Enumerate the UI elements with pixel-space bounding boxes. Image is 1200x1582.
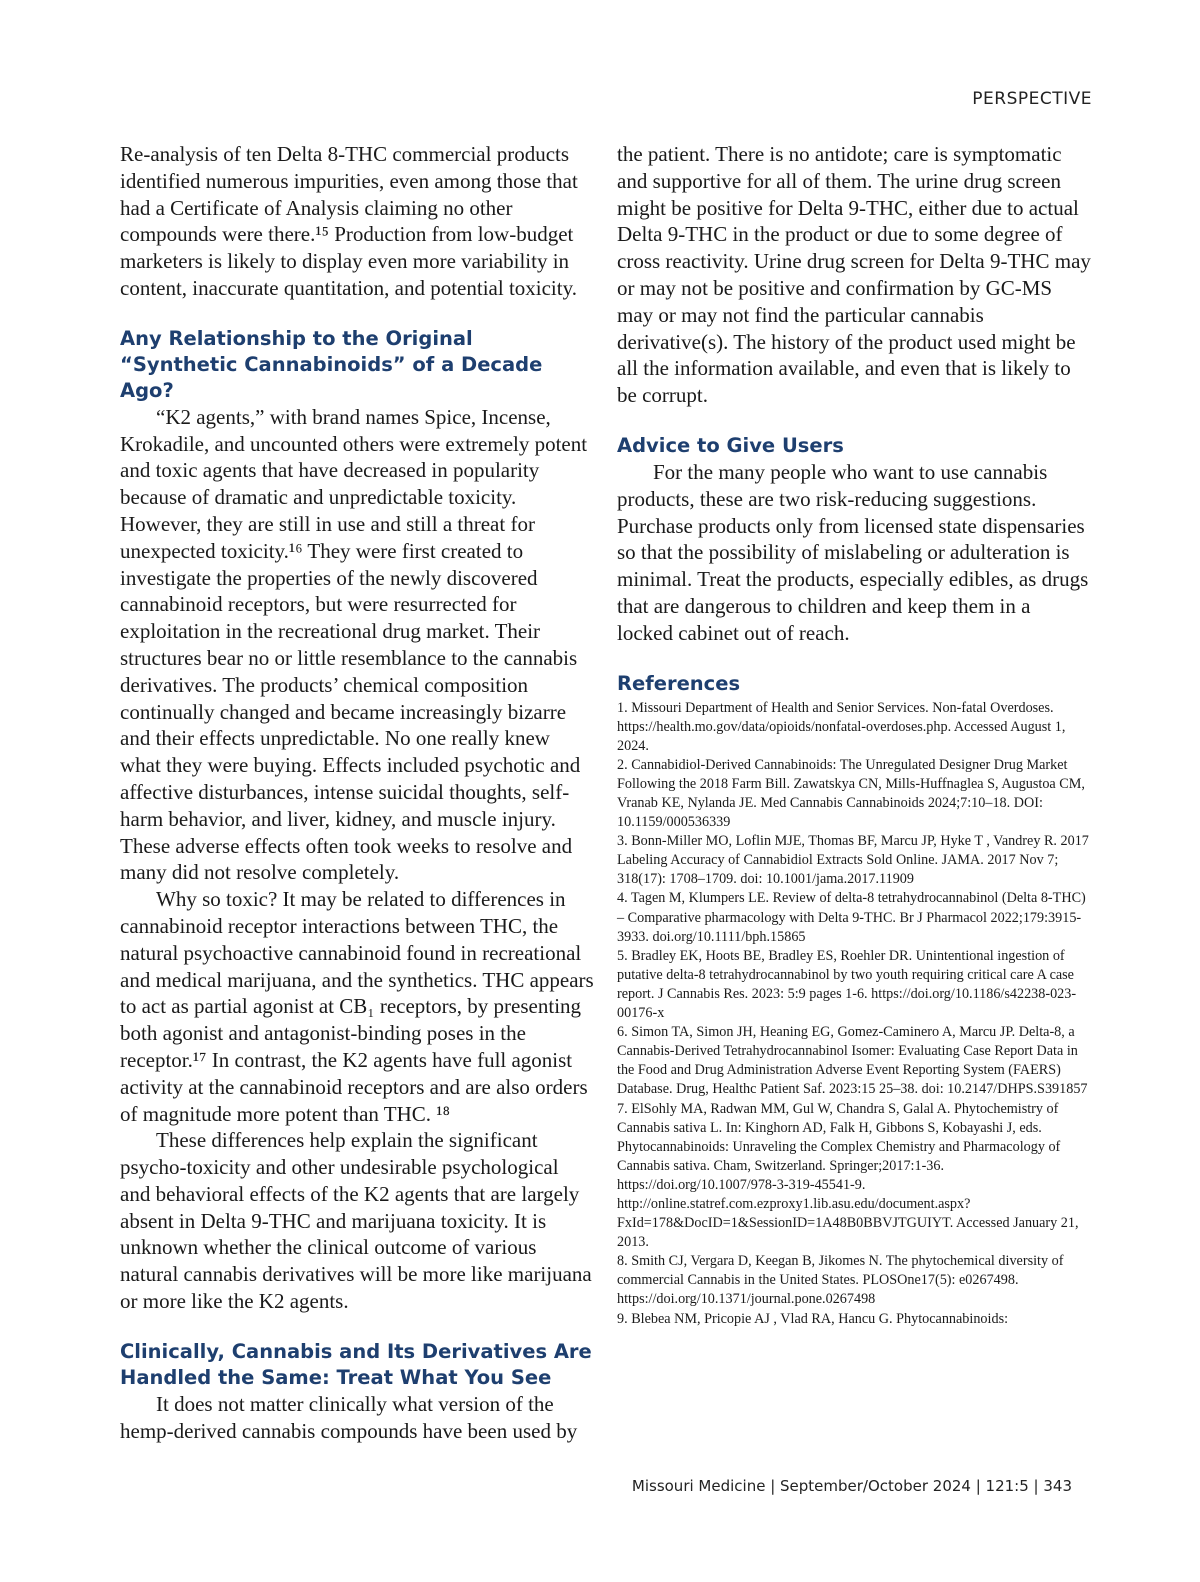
reference-item: 5. Bradley EK, Hoots BE, Bradley ES, Roehler DR. Unintentional ingestion of putative delta-8 tetrahydrocannabinol by two youth requiring critical care A case report. J Cannabis Res. 2023: 5:9 pages 1-6. https://doi.org/10.1186/s42238-023-00176-x — [617, 947, 1077, 1022]
reference-item: 8. Smith CJ, Vergara D, Keegan B, Jikomes N. The phytochemical diversity of commercial Cannabis in the United States. PLOSOne17(5): e0267498. https://doi.org/10.1371/journal.pone.0267498 — [617, 1253, 1064, 1308]
paragraph: These differences help explain the significant psycho-toxicity and other undesirable psychological and behavioral effects of the K2 agents that are largely absent in Delta 9-THC and marijuana toxicity. It is unknown whether the clinical outcome of various natural cannabis derivatives will be more like marijuana or more like the K2 agents. — [120, 1128, 592, 1314]
reference-item: 1. Missouri Department of Health and Senior Services. Non-fatal Overdoses. https://health.mo.gov/data/opioids/nonfatal-overdoses.php. Accessed August 1, 2024. — [617, 699, 1066, 754]
page-footer: Missouri Medicine | September/October 2024 | 121:5 | 343 — [631, 1477, 1072, 1495]
section-heading: Clinically, Cannabis and Its Derivatives Are Handled the Same: Treat What You See — [120, 1339, 592, 1389]
paragraph: It does not matter clinically what version of the hemp-derived cannabis compounds have been used by — [120, 1391, 578, 1443]
reference-item: 4. Tagen M, Klumpers LE. Review of delta-8 tetrahydrocannabinol (Delta 8-THC) – Comparative pharmacology with Delta 9-THC. Br J Pharmacol 2022;179:3915-3933. doi.org/10.1111/bph.15865 — [617, 890, 1086, 945]
reference-item: 6. Simon TA, Simon JH, Heaning EG, Gomez-Caminero A, Marcu JP. Delta-8, a Cannabis-Derived Tetrahydrocannabinol Isomer: Evaluating Case Report Data in the Food and Drug Administration Adverse Event Reporting System (FAERS) Database. Drug, Healthc Patient Saf. 2023:15 25–38. doi: 10.2147/DHPS.S391857 — [617, 1024, 1088, 1098]
reference-item: 2. Cannabidiol-Derived Cannabinoids: The Unregulated Designer Drug Market — [617, 756, 1068, 773]
reference-item: Following the 2018 Farm Bill. Zawatskya CN, Mills-Huffnaglea S, Augustoa CM, Vranab KE, Nylanda JE. Med Cannabis Cannabinoids 2024;7:10–18. DOI: 10.1159/000536339 — [617, 775, 1085, 831]
references-heading: References — [617, 671, 741, 695]
reference-item: 9. Blebea NM, Pricopie AJ , Vlad RA, Hancu G. Phytocannabinoids: — [617, 1310, 1009, 1327]
reference-item: http://online.statref.com.ezproxy1.lib.asu.edu/document.aspx?FxId=178&DocID=1&SessionID=1A48B0BBVJTGUIYT. Accessed January 21, 2013. — [617, 1195, 1079, 1251]
right-column — [617, 141, 1091, 1329]
reference-item: 3. Bonn-Miller MO, Loflin MJE, Thomas BF, Marcu JP, Hyke T , Vandrey R. 2017 Labeling Accuracy of Cannabidiol Extracts Sold Online. JAMA. 2017 Nov 7; 318(17): 1708–1709. doi: 10.1001/jama.2017.11909 — [617, 833, 1089, 888]
section-label: PERSPECTIVE — [972, 89, 1092, 109]
section-heading: Any Relationship to the Original “Synthetic Cannabinoids” of a Decade Ago? — [120, 326, 543, 402]
paragraph: Why so toxic? It may be related to differences in cannabinoid receptor interactions between THC, the natural psychoactive cannabinoid found in recreational and medical marijuana, and the synthetics. THC appears to act as partial agonist at CB₁ receptors, by presenting both agonist and antagonist-binding poses in the receptor.¹⁷ In contrast, the K2 agents have full agonist activity at the cannabinoid receptors and are also orders of magnitude more potent than THC. ¹⁸ — [120, 887, 594, 1126]
reference-item: 7. ElSohly MA, Radwan MM, Gul W, Chandra S, Galal A. Phytochemistry of Cannabis sativa L. In: Kinghorn AD, Falk H, Gibbons S, Kobayashi J, eds. Phytocannabinoids: Unraveling the Complex Chemistry and Pharmacology of Cannabis sativa. Cham, Switzerland. Springer;2017:1-36. https://doi.org/10.1007/978-3-319-45541-9. — [617, 1100, 1061, 1193]
references-list — [617, 699, 1091, 1329]
paragraph: “K2 agents,” with brand names Spice, Incense, Krokadile, and uncounted others were extremely potent and toxic agents that have decreased in popularity because of dramatic and unpredictable toxicity. However, they are still in use and still a threat for unexpected toxicity.¹⁶ They were first created to investigate the properties of the newly discovered cannabinoid receptors, but were resurrected for exploitation in the recreational drug market. Their structures bear no or little resemblance to the cannabis derivatives. The products’ chemical composition continually changed and became increasingly bizarre and their effects unpredictable. No one really knew what they were buying. Effects included psychotic and affective disturbances, intense suicidal thoughts, self-harm behavior, and liver, kidney, and muscle injury. These adverse effects often took weeks to resolve and many did not resolve completely. — [120, 404, 588, 885]
left-column — [120, 141, 594, 1444]
section-heading: Advice to Give Users — [617, 433, 844, 457]
paragraph: For the many people who want to use cannabis products, these are two risk-reducing suggestions. Purchase products only from licensed state dispensaries so that the possibility of mislabeling or adulteration is minimal. Treat the products, especially edibles, as drugs that are dangerous to children and keep them in a locked cabinet out of reach. — [617, 459, 1089, 645]
paragraph: the patient. There is no antidote; care is symptomatic and supportive for all of them. The urine drug screen might be positive for Delta 9-THC, either due to actual Delta 9-THC in the product or due to some degree of cross reactivity. Urine drug screen for Delta 9-THC may or may not be positive and confirmation by GC-MS may or may not find the particular cannabis derivative(s). The history of the product used might be all the information available, and even that is likely to be corrupt. — [617, 142, 1091, 408]
paragraph: Re-analysis of ten Delta 8-THC commercial products identified numerous impurities, even among those that had a Certificate of Analysis claiming no other compounds were there.¹⁵ Production from low-budget marketers is likely to display even more variability in content, inaccurate quantitation, and potential toxicity. — [120, 142, 578, 300]
